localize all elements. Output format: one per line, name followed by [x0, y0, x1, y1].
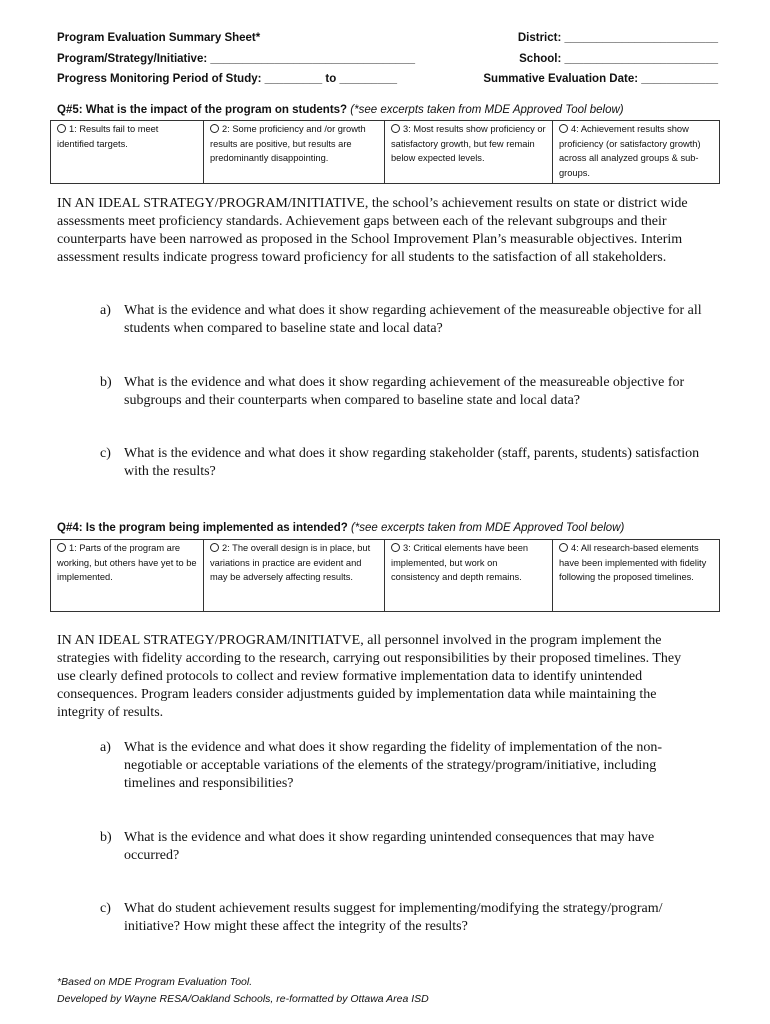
footer-note: *Based on MDE Program Evaluation Tool.	[57, 976, 253, 988]
q5-heading	[57, 104, 624, 116]
q4-heading-question: Q#4: Is the program being implemented as intended?	[57, 522, 348, 534]
summative-date-line: Summative Evaluation Date: ____________	[483, 73, 718, 85]
sheet-title: Program Evaluation Summary Sheet*	[57, 32, 261, 44]
radio-button-icon[interactable]	[57, 543, 66, 552]
progress-monitoring-line: Progress Monitoring Period of Study: _________ to _________	[57, 73, 398, 85]
q5-question-b	[100, 374, 710, 410]
q4-question-b-label: b)	[100, 830, 112, 845]
q4-rubric-text-2: 2: The overall design is in place, but variations in practice are evident and may be adversely affecting results.	[210, 543, 371, 582]
q4-rubric-option-4[interactable]	[553, 540, 720, 612]
q5-rubric-text-3: 3: Most results show proficiency or satisfactory growth, but few remain below expected levels.	[391, 124, 546, 163]
q5-rubric-row	[51, 121, 720, 184]
q4-rubric-row	[51, 540, 720, 612]
q4-rubric-text-1: 1: Parts of the program are working, but others have yet to be implemented.	[57, 543, 197, 582]
q5-question-c-label: c)	[100, 446, 111, 461]
q4-question-a-label: a)	[100, 740, 111, 755]
q4-question-c	[100, 900, 710, 936]
q5-question-c-text: What is the evidence and what does it show regarding stakeholder (staff, parents, students) satisfaction with the results?	[124, 446, 700, 479]
q4-question-b	[100, 829, 710, 865]
radio-button-icon[interactable]	[559, 124, 568, 133]
q4-question-b-text: What is the evidence and what does it show regarding unintended consequences that may have occurred?	[124, 830, 655, 863]
program-line: Program/Strategy/Initiative: ________________________________	[57, 53, 416, 65]
radio-button-icon[interactable]	[57, 124, 66, 133]
radio-button-icon[interactable]	[391, 124, 400, 133]
q4-question-c-label: c)	[100, 901, 111, 916]
q4-heading-note: (*see excerpts taken from MDE Approved Tool below)	[347, 522, 625, 534]
q5-heading-note: (*see excerpts taken from MDE Approved Tool below)	[347, 104, 624, 116]
q5-heading-question: Q#5: What is the impact of the program on students?	[57, 104, 348, 116]
q4-rubric-option-2[interactable]	[204, 540, 385, 612]
q5-rubric-text-1: 1: Results fail to meet identified targets.	[57, 124, 159, 149]
q4-question-c-text: What do student achievement results suggest for implementing/modifying the strategy/program/ initiative? How might these affect the integrity of the results?	[124, 901, 663, 934]
q5-rubric-option-4[interactable]	[553, 121, 720, 184]
q5-question-a	[100, 302, 710, 338]
q4-rubric-text-4: 4: All research-based elements have been implemented with fidelity following the proposed timelines.	[559, 543, 707, 582]
q4-question-a	[100, 739, 710, 793]
q4-question-a-text: What is the evidence and what does it show regarding the fidelity of implementation of the non-negotiable or acceptable variations of the elements of the strategy/program/initiative, including timelines and responsibilities?	[124, 740, 663, 791]
q4-ideal-paragraph: IN AN IDEAL STRATEGY/PROGRAM/INITIATVE, all personnel involved in the program implement the strategies with fidelity according to the research, carrying out responsibilities by their proposed timelines. They use clearly defined protocols to collect and review formative implementation data to identify unintended consequences. Program leaders consider adjustments guided by implementation data while maintaining the integrity of results.	[57, 633, 682, 720]
q4-heading	[57, 522, 624, 534]
radio-button-icon[interactable]	[391, 543, 400, 552]
q5-rubric-option-3[interactable]	[385, 121, 553, 184]
footer-credit: Developed by Wayne RESA/Oakland Schools, re-formatted by Ottawa Area ISD	[57, 993, 429, 1005]
q5-question-b-label: b)	[100, 375, 112, 390]
q5-question-a-label: a)	[100, 303, 111, 318]
q5-rubric-option-1[interactable]	[51, 121, 204, 184]
district-line: District: ________________________	[517, 32, 718, 44]
q5-rubric-text-2: 2: Some proficiency and /or growth results are positive, but results are predominantly disappointing.	[210, 124, 366, 163]
q5-question-a-text: What is the evidence and what does it show regarding achievement of the measureable objective for all students when compared to baseline state and local data?	[124, 303, 702, 336]
q5-rubric-option-2[interactable]	[204, 121, 385, 184]
q4-rubric-table	[50, 539, 720, 612]
q5-question-b-text: What is the evidence and what does it show regarding achievement of the measureable objective for subgroups and their counterparts when compared to baseline state and local data?	[124, 375, 685, 408]
q5-ideal-paragraph: IN AN IDEAL STRATEGY/PROGRAM/INITIATIVE, the school’s achievement results on state or district wide assessments meet proficiency standards. Achievement gaps between each of the relevant subgroups and their counterparts have been narrowed as proposed in the School Improvement Plan’s measurable objectives. Interim assessment results indicate progress toward proficiency for all students to the satisfaction of all stakeholders.	[57, 196, 688, 265]
q4-rubric-option-3[interactable]	[385, 540, 553, 612]
radio-button-icon[interactable]	[210, 543, 219, 552]
q5-rubric-text-4: 4: Achievement results show proficiency (or satisfactory growth) across all analyzed groups & sub-groups.	[559, 124, 701, 178]
q5-question-c	[100, 445, 710, 481]
radio-button-icon[interactable]	[559, 543, 568, 552]
q4-rubric-text-3: 3: Critical elements have been implemented, but work on consistency and depth remains.	[391, 543, 529, 582]
radio-button-icon[interactable]	[210, 124, 219, 133]
q4-rubric-option-1[interactable]	[51, 540, 204, 612]
q5-rubric-table	[50, 120, 720, 184]
school-line: School: ________________________	[519, 53, 718, 65]
